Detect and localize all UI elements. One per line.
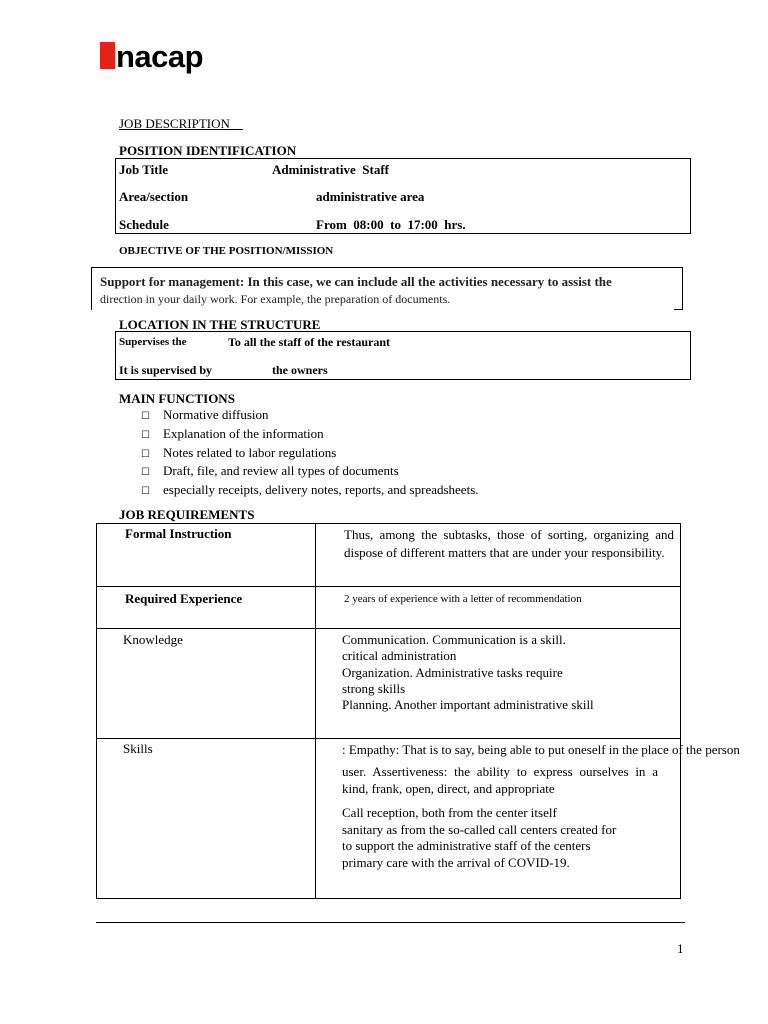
table-row <box>97 587 681 629</box>
footer-divider <box>96 922 685 923</box>
list-item: ☐ Draft, file, and review all types of documents <box>141 463 479 482</box>
logo-text: nacap <box>116 39 204 74</box>
table-row <box>97 524 681 587</box>
schedule-label: Schedule <box>119 217 169 232</box>
checkbox-bullet-icon: ☐ <box>141 486 150 498</box>
knowledge-value: Communication. Communication is a skill. critical administration Organization. Administrative tasks require strong skills Planning. Another important administrative skill <box>342 632 594 713</box>
functions-list <box>141 407 479 501</box>
objective-box-corner <box>674 309 682 310</box>
supervises-value: To all the staff of the restaurant <box>228 335 390 349</box>
experience-label-cell <box>97 587 316 629</box>
knowledge-label: Knowledge <box>123 632 183 647</box>
skills-label: Skills <box>123 741 153 756</box>
objective-line-2: direction in your daily work. For example, the preparation of documents. <box>100 292 451 306</box>
position-heading: POSITION IDENTIFICATION <box>119 143 297 158</box>
schedule-value: From 08:00 to 17:00 hrs. <box>316 217 466 232</box>
location-heading: LOCATION IN THE STRUCTURE <box>119 317 321 332</box>
list-item: ☐ Notes related to labor regulations <box>141 445 479 464</box>
objective-line-1: Support for management: In this case, we can include all the activities necessary to assist the <box>100 274 612 289</box>
skills-label-cell <box>97 739 316 899</box>
page-number: 1 <box>677 941 684 956</box>
formal-value-cell <box>316 524 681 587</box>
formal-label: Formal Instruction <box>125 526 232 541</box>
checkbox-bullet-icon: ☐ <box>141 429 150 441</box>
skills-paragraph-1: user. Assertiveness: the ability to express ourselves in a kind, frank, open, direct, and appropriate <box>342 764 658 796</box>
skills-line-1: : Empathy: That is to say, being able to put oneself in the place of the person <box>342 742 740 757</box>
logo-mark-icon <box>100 42 115 69</box>
objective-heading: OBJECTIVE OF THE POSITION/MISSION <box>119 245 334 257</box>
skills-value-cell <box>316 739 740 899</box>
checkbox-bullet-icon: ☐ <box>141 411 150 422</box>
area-label: Area/section <box>119 189 189 204</box>
requirements-table <box>96 523 740 899</box>
experience-label: Required Experience <box>125 591 243 606</box>
job-title-label: Job Title <box>119 162 169 177</box>
supervises-label: Supervises the <box>119 336 187 348</box>
formal-value: Thus, among the subtasks, those of sorting, organizing and dispose of different matters that are under your responsibility. <box>344 527 674 560</box>
job-title-value: Administrative Staff <box>272 162 389 177</box>
experience-value-cell <box>316 587 681 629</box>
document-title: JOB DESCRIPTION <box>119 116 230 131</box>
list-item: ☐ especially receipts, delivery notes, reports, and spreadsheets. <box>141 482 479 501</box>
area-value: administrative area <box>316 189 425 204</box>
list-item: ☐ Normative diffusion <box>141 407 479 426</box>
skills-paragraph-2: Call reception, both from the center itself sanitary as from the so-called call centers created for to support the administrative staff of the centers primary care with the arrival of COVID-19. <box>342 805 617 870</box>
functions-heading: MAIN FUNCTIONS <box>119 391 235 406</box>
supervised-value: the owners <box>272 363 328 377</box>
checkbox-bullet-icon: ☐ <box>141 448 150 460</box>
list-item: ☐ Explanation of the information <box>141 426 479 445</box>
requirements-heading: JOB REQUIREMENTS <box>119 507 255 522</box>
checkbox-bullet-icon: ☐ <box>141 467 150 479</box>
formal-label-cell <box>97 524 316 587</box>
table-row <box>97 739 681 899</box>
knowledge-label-cell <box>97 629 316 739</box>
table-row <box>97 629 681 739</box>
experience-value: 2 years of experience with a letter of recommendation <box>344 593 582 605</box>
knowledge-value-cell <box>316 629 681 739</box>
supervised-label: It is supervised by <box>119 363 213 377</box>
inacap-logo <box>100 38 203 72</box>
